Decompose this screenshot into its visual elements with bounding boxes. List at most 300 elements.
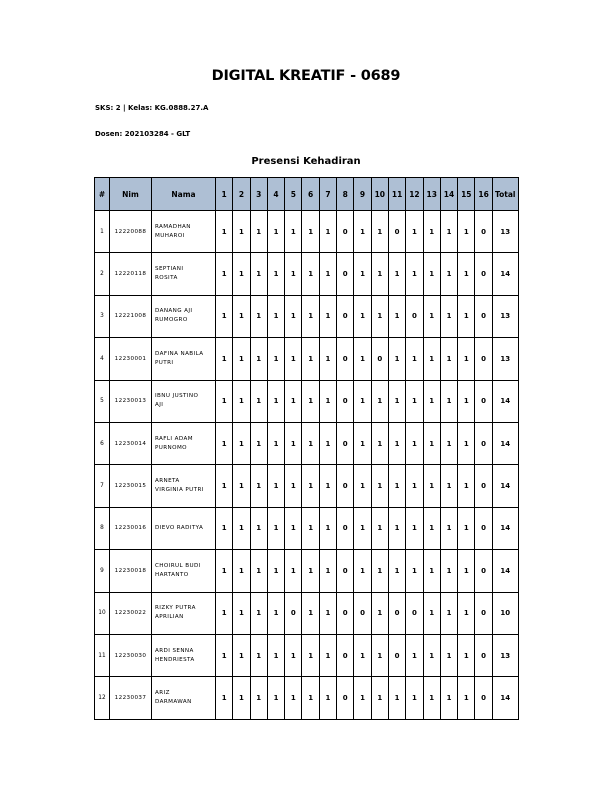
row-number-cell: 11	[95, 634, 110, 676]
attendance-mark-cell: 1	[388, 507, 405, 549]
attendance-mark-cell: 1	[319, 422, 336, 464]
attendance-mark-cell: 1	[388, 253, 405, 295]
column-header: Total	[492, 178, 518, 211]
page-title: DIGITAL KREATIF - 0689	[211, 68, 401, 84]
attendance-mark-cell: 0	[337, 634, 354, 676]
attendance-mark-cell: 0	[475, 253, 492, 295]
attendance-mark-cell: 1	[216, 380, 233, 422]
attendance-mark-cell: 1	[406, 211, 423, 253]
total-cell: 14	[492, 253, 518, 295]
attendance-mark-cell: 1	[371, 380, 388, 422]
column-header: 6	[302, 178, 319, 211]
student-name-cell	[152, 465, 216, 507]
nim-cell: 12230001	[110, 338, 152, 380]
attendance-mark-cell: 1	[216, 677, 233, 719]
student-name-line: SEPTIANI	[155, 266, 184, 273]
attendance-mark-cell: 1	[388, 380, 405, 422]
attendance-mark-cell: 1	[267, 253, 284, 295]
attendance-mark-cell: 0	[354, 592, 371, 634]
table-row	[95, 592, 519, 634]
attendance-mark-cell: 0	[475, 465, 492, 507]
column-header: 13	[423, 178, 440, 211]
attendance-mark-cell: 1	[250, 295, 267, 337]
nim-cell: 12230015	[110, 465, 152, 507]
table-row	[95, 338, 519, 380]
student-name-cell	[152, 677, 216, 719]
attendance-mark-cell: 1	[406, 465, 423, 507]
total-cell: 14	[492, 677, 518, 719]
attendance-mark-cell: 1	[216, 211, 233, 253]
row-number-cell: 4	[95, 338, 110, 380]
attendance-mark-cell: 0	[337, 380, 354, 422]
attendance-mark-cell: 1	[302, 422, 319, 464]
attendance-mark-cell: 1	[354, 422, 371, 464]
attendance-mark-cell: 0	[337, 507, 354, 549]
attendance-mark-cell: 1	[319, 465, 336, 507]
attendance-mark-cell: 1	[440, 338, 457, 380]
attendance-mark-cell: 1	[371, 211, 388, 253]
row-number-cell: 7	[95, 465, 110, 507]
column-header: 15	[458, 178, 475, 211]
table-row	[95, 465, 519, 507]
student-name-line: IBNU JUSTINO	[155, 393, 199, 400]
nim-cell: 12220088	[110, 211, 152, 253]
column-header: 10	[371, 178, 388, 211]
student-name-line: ARIZ	[155, 689, 170, 696]
student-name-line: DIEVO RADITYA	[155, 524, 204, 531]
total-cell: 13	[492, 211, 518, 253]
attendance-mark-cell: 1	[285, 550, 302, 592]
attendance-mark-cell: 1	[250, 211, 267, 253]
attendance-mark-cell: 1	[354, 465, 371, 507]
attendance-mark-cell: 0	[388, 592, 405, 634]
attendance-mark-cell: 1	[423, 465, 440, 507]
attendance-mark-cell: 1	[440, 211, 457, 253]
attendance-mark-cell: 1	[371, 550, 388, 592]
course-info: SKS: 2 | Kelas: KG.0888.27.A	[95, 104, 209, 112]
student-name-line: DANANG AJI	[155, 308, 193, 315]
attendance-mark-cell: 1	[216, 592, 233, 634]
student-name-line: RAMADHAN	[155, 223, 191, 230]
attendance-mark-cell: 1	[302, 211, 319, 253]
table-row	[95, 507, 519, 549]
student-name-line: ARNETA	[155, 478, 180, 485]
attendance-mark-cell: 1	[302, 465, 319, 507]
attendance-mark-cell: 1	[319, 380, 336, 422]
attendance-mark-cell: 1	[302, 550, 319, 592]
nim-cell: 12230018	[110, 550, 152, 592]
attendance-mark-cell: 1	[458, 380, 475, 422]
attendance-mark-cell: 1	[371, 253, 388, 295]
attendance-mark-cell: 1	[302, 338, 319, 380]
attendance-mark-cell: 1	[423, 338, 440, 380]
table-row	[95, 634, 519, 676]
student-name-cell	[152, 507, 216, 549]
attendance-mark-cell: 1	[319, 295, 336, 337]
attendance-mark-cell: 1	[302, 253, 319, 295]
attendance-mark-cell: 1	[406, 253, 423, 295]
table-row	[95, 677, 519, 719]
attendance-mark-cell: 1	[319, 507, 336, 549]
attendance-mark-cell: 1	[406, 550, 423, 592]
attendance-mark-cell: 1	[267, 380, 284, 422]
total-cell: 13	[492, 634, 518, 676]
student-name-line: ROSITA	[155, 275, 178, 282]
attendance-mark-cell: 1	[285, 253, 302, 295]
attendance-mark-cell: 1	[440, 380, 457, 422]
attendance-mark-cell: 1	[458, 253, 475, 295]
column-header: 4	[267, 178, 284, 211]
attendance-mark-cell: 1	[233, 550, 250, 592]
attendance-mark-cell: 1	[440, 677, 457, 719]
attendance-mark-cell: 1	[406, 422, 423, 464]
attendance-mark-cell: 1	[423, 380, 440, 422]
attendance-mark-cell: 1	[267, 295, 284, 337]
attendance-mark-cell: 1	[371, 295, 388, 337]
student-name-line: DARMAWAN	[155, 698, 192, 705]
student-name-cell	[152, 338, 216, 380]
attendance-mark-cell: 0	[337, 677, 354, 719]
table-row	[95, 422, 519, 464]
attendance-mark-cell: 0	[337, 211, 354, 253]
column-header: 16	[475, 178, 492, 211]
student-name-line: RAFLI ADAM	[155, 435, 193, 442]
student-name-cell	[152, 211, 216, 253]
attendance-mark-cell: 1	[458, 592, 475, 634]
nim-cell: 12230030	[110, 634, 152, 676]
attendance-mark-cell: 1	[423, 677, 440, 719]
row-number-cell: 3	[95, 295, 110, 337]
attendance-mark-cell: 0	[475, 338, 492, 380]
attendance-mark-cell: 1	[354, 253, 371, 295]
student-name-line: ARDI SENNA	[155, 647, 194, 654]
section-title: Presensi Kehadiran	[251, 156, 361, 167]
attendance-mark-cell: 1	[302, 380, 319, 422]
attendance-mark-cell: 1	[285, 211, 302, 253]
nim-cell: 12230022	[110, 592, 152, 634]
attendance-mark-cell: 0	[337, 422, 354, 464]
attendance-mark-cell: 1	[267, 465, 284, 507]
attendance-mark-cell: 0	[475, 295, 492, 337]
attendance-mark-cell: 0	[475, 507, 492, 549]
attendance-mark-cell: 1	[406, 507, 423, 549]
attendance-mark-cell: 1	[440, 550, 457, 592]
student-name-line: PURNOMO	[155, 444, 187, 451]
attendance-mark-cell: 1	[267, 592, 284, 634]
total-cell: 13	[492, 338, 518, 380]
attendance-mark-cell: 0	[337, 253, 354, 295]
student-name-cell	[152, 295, 216, 337]
row-number-cell: 6	[95, 422, 110, 464]
attendance-mark-cell: 1	[423, 211, 440, 253]
attendance-mark-cell: 1	[233, 295, 250, 337]
attendance-mark-cell: 1	[216, 550, 233, 592]
total-cell: 13	[492, 295, 518, 337]
attendance-mark-cell: 1	[371, 634, 388, 676]
attendance-mark-cell: 1	[354, 507, 371, 549]
attendance-mark-cell: 1	[458, 211, 475, 253]
attendance-mark-cell: 1	[233, 253, 250, 295]
table-row	[95, 211, 519, 253]
attendance-mark-cell: 1	[233, 465, 250, 507]
row-number-cell: 10	[95, 592, 110, 634]
student-name-line: CHOIRUL BUDI	[155, 562, 201, 569]
column-header: 9	[354, 178, 371, 211]
attendance-mark-cell: 1	[216, 422, 233, 464]
attendance-mark-cell: 1	[371, 592, 388, 634]
column-header: 2	[233, 178, 250, 211]
attendance-mark-cell: 0	[371, 338, 388, 380]
attendance-mark-cell: 1	[233, 338, 250, 380]
attendance-mark-cell: 0	[337, 465, 354, 507]
attendance-mark-cell: 1	[423, 422, 440, 464]
total-cell: 14	[492, 465, 518, 507]
attendance-mark-cell: 0	[475, 211, 492, 253]
attendance-mark-cell: 0	[285, 592, 302, 634]
attendance-mark-cell: 1	[319, 211, 336, 253]
nim-cell: 12230037	[110, 677, 152, 719]
attendance-mark-cell: 1	[458, 295, 475, 337]
attendance-mark-cell: 1	[285, 380, 302, 422]
attendance-mark-cell: 1	[250, 253, 267, 295]
attendance-mark-cell: 1	[354, 211, 371, 253]
total-cell: 14	[492, 380, 518, 422]
attendance-mark-cell: 1	[250, 507, 267, 549]
attendance-mark-cell: 1	[440, 507, 457, 549]
attendance-mark-cell: 1	[285, 465, 302, 507]
attendance-mark-cell: 1	[354, 634, 371, 676]
student-name-line: HARTANTO	[155, 571, 189, 578]
nim-cell: 12230014	[110, 422, 152, 464]
attendance-mark-cell: 1	[285, 634, 302, 676]
column-header: 3	[250, 178, 267, 211]
nim-cell: 12230016	[110, 507, 152, 549]
attendance-mark-cell: 1	[406, 634, 423, 676]
attendance-mark-cell: 0	[406, 295, 423, 337]
attendance-mark-cell: 1	[233, 592, 250, 634]
column-header: 12	[406, 178, 423, 211]
student-name-cell	[152, 634, 216, 676]
row-number-cell: 5	[95, 380, 110, 422]
attendance-mark-cell: 1	[302, 507, 319, 549]
attendance-mark-cell: 1	[250, 465, 267, 507]
student-name-line: DAFINA NABILA	[155, 350, 204, 357]
attendance-mark-cell: 1	[285, 507, 302, 549]
attendance-mark-cell: 0	[388, 211, 405, 253]
attendance-mark-cell: 1	[458, 507, 475, 549]
attendance-mark-cell: 1	[354, 677, 371, 719]
student-name-line: RUMOGRO	[155, 317, 188, 324]
attendance-mark-cell: 0	[475, 422, 492, 464]
column-header: Nama	[152, 178, 216, 211]
table-header-row	[95, 178, 519, 211]
attendance-mark-cell: 1	[250, 422, 267, 464]
column-header: 1	[216, 178, 233, 211]
attendance-mark-cell: 0	[475, 592, 492, 634]
attendance-mark-cell: 1	[371, 507, 388, 549]
attendance-mark-cell: 1	[285, 295, 302, 337]
attendance-mark-cell: 1	[388, 550, 405, 592]
attendance-mark-cell: 1	[216, 634, 233, 676]
attendance-mark-cell: 1	[302, 295, 319, 337]
attendance-mark-cell: 1	[250, 380, 267, 422]
attendance-mark-cell: 1	[250, 592, 267, 634]
student-name-line: APRILIAN	[155, 614, 184, 621]
attendance-mark-cell: 1	[423, 295, 440, 337]
attendance-mark-cell: 1	[423, 253, 440, 295]
row-number-cell: 9	[95, 550, 110, 592]
attendance-mark-cell: 0	[337, 338, 354, 380]
column-header: #	[95, 178, 110, 211]
attendance-mark-cell: 1	[406, 338, 423, 380]
attendance-mark-cell: 1	[458, 338, 475, 380]
attendance-mark-cell: 1	[216, 253, 233, 295]
attendance-mark-cell: 1	[371, 465, 388, 507]
column-header: Nim	[110, 178, 152, 211]
attendance-mark-cell: 1	[285, 338, 302, 380]
attendance-mark-cell: 1	[319, 677, 336, 719]
attendance-mark-cell: 1	[267, 677, 284, 719]
attendance-mark-cell: 1	[319, 592, 336, 634]
row-number-cell: 2	[95, 253, 110, 295]
student-name-cell	[152, 550, 216, 592]
attendance-mark-cell: 0	[475, 634, 492, 676]
column-header: 8	[337, 178, 354, 211]
attendance-mark-cell: 1	[423, 592, 440, 634]
attendance-mark-cell: 1	[423, 634, 440, 676]
attendance-mark-cell: 1	[267, 634, 284, 676]
nim-cell: 12220118	[110, 253, 152, 295]
attendance-mark-cell: 0	[337, 295, 354, 337]
attendance-mark-cell: 1	[285, 422, 302, 464]
attendance-mark-cell: 1	[267, 338, 284, 380]
attendance-mark-cell: 1	[440, 465, 457, 507]
table-row	[95, 380, 519, 422]
attendance-mark-cell: 0	[388, 634, 405, 676]
attendance-mark-cell: 1	[233, 507, 250, 549]
attendance-mark-cell: 1	[250, 634, 267, 676]
attendance-mark-cell: 1	[354, 380, 371, 422]
attendance-mark-cell: 1	[371, 422, 388, 464]
column-header: 5	[285, 178, 302, 211]
attendance-mark-cell: 1	[267, 507, 284, 549]
attendance-mark-cell: 1	[302, 634, 319, 676]
attendance-mark-cell: 1	[233, 211, 250, 253]
attendance-mark-cell: 1	[388, 338, 405, 380]
attendance-mark-cell: 1	[440, 592, 457, 634]
attendance-mark-cell: 1	[458, 550, 475, 592]
student-name-cell	[152, 253, 216, 295]
attendance-mark-cell: 1	[250, 338, 267, 380]
attendance-mark-cell: 1	[440, 253, 457, 295]
student-name-line: RIZKY PUTRA	[155, 605, 196, 612]
row-number-cell: 8	[95, 507, 110, 549]
attendance-mark-cell: 1	[302, 677, 319, 719]
row-number-cell: 1	[95, 211, 110, 253]
attendance-mark-cell: 1	[458, 677, 475, 719]
student-name-cell	[152, 592, 216, 634]
attendance-mark-cell: 1	[406, 677, 423, 719]
attendance-mark-cell: 1	[388, 465, 405, 507]
student-name-line: MUHAROI	[155, 232, 185, 239]
attendance-mark-cell: 1	[388, 677, 405, 719]
nim-cell: 12221008	[110, 295, 152, 337]
attendance-mark-cell: 0	[475, 550, 492, 592]
attendance-mark-cell: 0	[406, 592, 423, 634]
attendance-mark-cell: 1	[233, 634, 250, 676]
attendance-mark-cell: 1	[216, 295, 233, 337]
attendance-mark-cell: 0	[475, 677, 492, 719]
attendance-table-body	[95, 211, 519, 720]
attendance-mark-cell: 1	[440, 634, 457, 676]
attendance-mark-cell: 1	[458, 422, 475, 464]
attendance-mark-cell: 1	[250, 550, 267, 592]
column-header: 11	[388, 178, 405, 211]
attendance-mark-cell: 1	[216, 465, 233, 507]
lecturer-info: Dosen: 202103284 - GLT	[95, 130, 191, 138]
attendance-mark-cell: 1	[319, 253, 336, 295]
attendance-mark-cell: 1	[406, 380, 423, 422]
table-row	[95, 295, 519, 337]
attendance-mark-cell: 1	[371, 677, 388, 719]
student-name-line: VIRGINIA PUTRI	[155, 487, 204, 494]
attendance-mark-cell: 1	[216, 338, 233, 380]
attendance-mark-cell: 1	[319, 634, 336, 676]
attendance-mark-cell: 1	[267, 422, 284, 464]
attendance-mark-cell: 1	[440, 422, 457, 464]
attendance-mark-cell: 0	[337, 550, 354, 592]
total-cell: 14	[492, 550, 518, 592]
attendance-mark-cell: 1	[354, 550, 371, 592]
attendance-mark-cell: 1	[354, 295, 371, 337]
attendance-mark-cell: 1	[302, 592, 319, 634]
attendance-mark-cell: 1	[233, 380, 250, 422]
attendance-mark-cell: 1	[319, 550, 336, 592]
student-name-line: PUTRI	[155, 359, 174, 366]
attendance-mark-cell: 1	[440, 295, 457, 337]
attendance-mark-cell: 1	[216, 507, 233, 549]
attendance-mark-cell: 1	[267, 550, 284, 592]
attendance-mark-cell: 1	[233, 422, 250, 464]
attendance-mark-cell: 1	[423, 507, 440, 549]
column-header: 7	[319, 178, 336, 211]
student-name-cell	[152, 422, 216, 464]
student-name-line: AJI	[155, 402, 164, 409]
student-name-cell	[152, 380, 216, 422]
attendance-mark-cell: 1	[267, 211, 284, 253]
table-row	[95, 550, 519, 592]
attendance-mark-cell: 0	[475, 380, 492, 422]
attendance-mark-cell: 1	[233, 677, 250, 719]
row-number-cell: 12	[95, 677, 110, 719]
attendance-mark-cell: 0	[337, 592, 354, 634]
attendance-mark-cell: 1	[319, 338, 336, 380]
total-cell: 14	[492, 422, 518, 464]
attendance-table	[94, 177, 519, 720]
attendance-mark-cell: 1	[388, 295, 405, 337]
attendance-mark-cell: 1	[285, 677, 302, 719]
table-row	[95, 253, 519, 295]
attendance-mark-cell: 1	[354, 338, 371, 380]
attendance-mark-cell: 1	[388, 422, 405, 464]
total-cell: 10	[492, 592, 518, 634]
nim-cell: 12230013	[110, 380, 152, 422]
attendance-mark-cell: 1	[423, 550, 440, 592]
attendance-mark-cell: 1	[458, 465, 475, 507]
column-header: 14	[440, 178, 457, 211]
attendance-mark-cell: 1	[250, 677, 267, 719]
student-name-line: HENDRIESTA	[155, 656, 195, 663]
